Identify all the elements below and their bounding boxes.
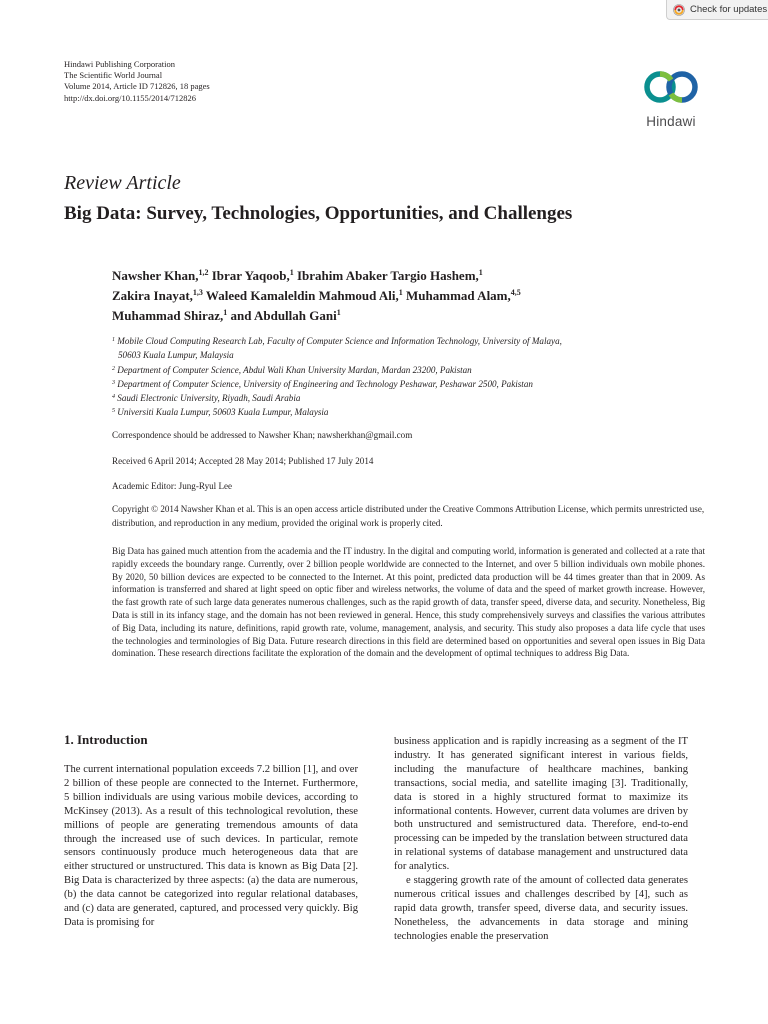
author-affiliation-marker: 1 [223, 308, 228, 317]
author-list [112, 266, 521, 326]
affiliation-item [112, 377, 562, 391]
author-name: and Abdullah Gani [230, 308, 337, 323]
affiliation-item [112, 391, 562, 405]
publication-dates: Received 6 April 2014; Accepted 28 May 2014; Published 17 July 2014 [112, 456, 374, 466]
volume-line: Volume 2014, Article ID 712826, 18 pages [64, 81, 210, 92]
author-name: Nawsher Khan, [112, 268, 199, 283]
author-affiliation-marker: 1,2 [198, 268, 209, 277]
journal-name-line: The Scientific World Journal [64, 70, 163, 81]
affiliation-item [112, 334, 562, 348]
author-name: Muhammad Shiraz, [112, 308, 224, 323]
affiliation-number: 5 [112, 408, 115, 415]
affiliation-item [112, 405, 562, 419]
paper-title: Big Data: Survey, Technologies, Opportunities, and Challenges [64, 203, 573, 224]
check-for-updates-button[interactable] [666, 0, 768, 20]
author-line [112, 286, 521, 306]
check-updates-icon [673, 4, 685, 16]
affiliation-text: Mobile Cloud Computing Research Lab, Faculty of Computer Science and Information Technology, University of Malaya, [117, 336, 562, 346]
doi-line[interactable]: http://dx.doi.org/10.1155/2014/712826 [64, 92, 196, 103]
author-name: Muhammad Alam, [406, 288, 511, 303]
author-affiliation-marker: 1,3 [192, 288, 203, 297]
body-paragraph: e staggering growth rate of the amount of collected data generates numerous critical issues and challenges described by [4], such as rapid data growth, transfer speed, diverse data, and security issues. Nonetheless, the advancements in data storage and mining technologies enable the preservation [394, 875, 688, 942]
author-name: Ibrahim Abaker Targio Hashem, [296, 268, 479, 283]
author-name: Waleed Kamaleldin Mahmoud Ali, [205, 288, 399, 303]
author-affiliation-marker: 1 [289, 268, 294, 277]
affiliation-text: Saudi Electronic University, Riyadh, Saudi Arabia [117, 393, 301, 404]
affiliation-number: 2 [112, 365, 115, 372]
affiliation-text: Department of Computer Science, Abdul Wali Khan University Mardan, Mardan 23200, Pakistan [117, 364, 472, 375]
author-affiliation-marker: 4,5 [510, 288, 521, 297]
body-paragraph: The current international population exceeds 7.2 billion [1], and over 2 billion of these people are connected to the Internet. Furthermore, 5 billion individuals are using various mobile devices, according to McKinsey (2013). As a result of this technological revolution, these millions of people are generating tremendous amounts of data through the increased use of such devices. In particular, remote sensors continuously produce much heterogeneous data that are either structured or unstructured. This data is known as Big Data [2]. Big Data is characterized by three aspects: (a) the data are numerous, (b) the data cannot be categorized into regular relational databases, and (c) data are generated, captured, and processed very quickly. Big Data is promising for [64, 764, 358, 928]
author-name: Zakira Inayat, [112, 288, 193, 303]
affiliation-text: Department of Computer Science, University of Engineering and Technology Peshawar, Peshawar 2500, Pakistan [117, 378, 533, 389]
abstract: Big Data has gained much attention from the academia and the IT industry. In the digital and computing world, information is generated and collected at a rate that rapidly exceeds the boundary range. Currently, over 2 billion people worldwide are connected to the Internet, and over 5 billion individuals own mobile phones. By 2020, 50 billion devices are expected to be connected to the Internet. At this point, predicted data production will be 44 times greater than that in 2009. As information is transferred and shared at light speed on optic fiber and wireless networks, the volume of data and the speed of market growth increase. However, the fast growth rate of such large data generates numerous challenges, such as the rapid growth of data, transfer speed, diverse data, and security. Nonetheless, Big Data is still in its infancy stage, and the domain has not been reviewed in general. Hence, this study comprehensively surveys and classifies the various attributes of Big Data, including its nature, definitions, rapid growth rate, volume, management, analysis, and security. This study also proposes a data life cycle that uses the technologies and terminologies of Big Data. Future research directions in this field are determined based on opportunities and several open issues in Big Data domination. These research directions facilitate the exploration of the domain and the development of optimal techniques to address Big Data. [112, 546, 705, 659]
author-line [112, 266, 521, 286]
article-type: Review Article [64, 172, 181, 194]
journal-metadata [64, 59, 210, 104]
body-column-left [64, 763, 358, 930]
affiliation-list [112, 334, 562, 420]
correspondence-note: Correspondence should be addressed to Nawsher Khan; nawsherkhan@gmail.com [112, 430, 413, 440]
author-affiliation-marker: 1 [336, 308, 341, 317]
author-name: Ibrar Yaqoob, [211, 268, 290, 283]
author-line [112, 306, 521, 326]
body-column-right [394, 735, 688, 944]
academic-editor: Academic Editor: Jung-Ryul Lee [112, 481, 233, 491]
affiliation-item [112, 363, 562, 377]
section-heading: 1. Introduction [64, 732, 148, 747]
copyright-notice: Copyright © 2014 Nawsher Khan et al. This is an open access article distributed under the Creative Commons Attribution License, which permits unrestricted use, distribution, and reproduction in any medium, provided the original work is properly cited. [112, 504, 705, 529]
author-affiliation-marker: 1 [398, 288, 403, 297]
body-paragraph: business application and is rapidly increasing as a segment of the IT industry. It has generated significant interest in various fields, including the manufacture of healthcare machines, banking transactions, social media, and satellite imaging [3]. Traditionally, data is stored in a highly structured format to maximize its informational contents. However, current data volumes are driven by both unstructured and semistructured data. Therefore, end-to-end processing can be impeded by the translation between structured data in relational systems of database management and unstructured data for analytics. [394, 736, 688, 873]
author-affiliation-marker: 1 [478, 268, 483, 277]
publisher-line: Hindawi Publishing Corporation [64, 59, 175, 69]
hindawi-wordmark: Hindawi [646, 114, 696, 129]
affiliation-text: Universiti Kuala Lumpur, 50603 Kuala Lumpur, Malaysia [117, 407, 329, 418]
affiliation-continuation: 50603 Kuala Lumpur, Malaysia [118, 350, 234, 361]
affiliation-number: 4 [112, 394, 115, 401]
affiliation-number: 1 [112, 337, 115, 343]
check-for-updates-label: Check for updates [690, 4, 768, 15]
affiliation-number: 3 [112, 379, 115, 386]
